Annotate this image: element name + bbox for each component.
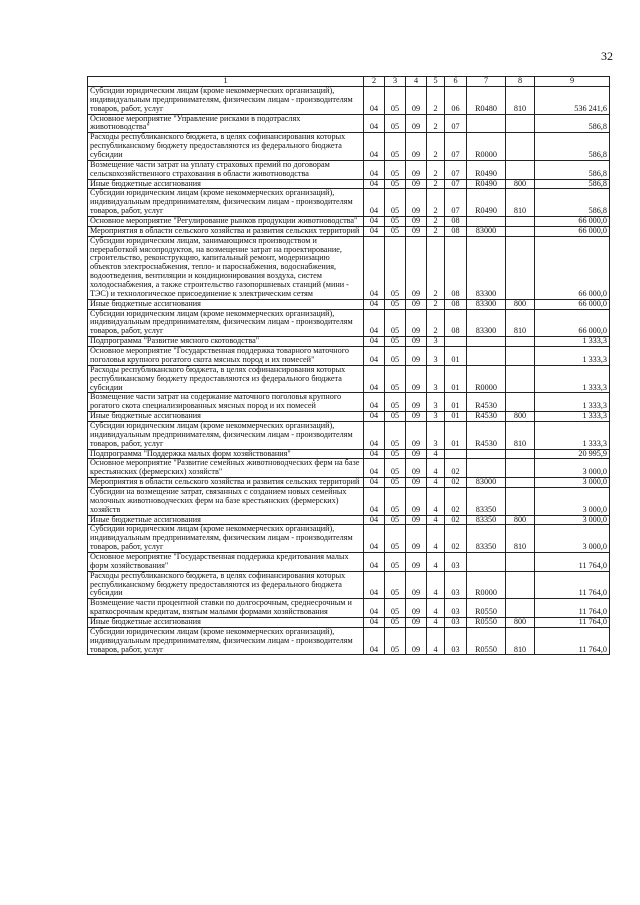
- code-event-cell: 02: [445, 515, 467, 525]
- code-subprogram-cell: 3: [427, 421, 445, 449]
- code-subsection-cell: 09: [406, 226, 427, 236]
- code-subsection-cell: 09: [406, 599, 427, 618]
- code-event-cell: 02: [445, 525, 467, 553]
- code-event-cell: 08: [445, 217, 467, 227]
- code-direction-cell: 83350: [467, 525, 506, 553]
- code-direction-cell: R0490: [467, 179, 506, 189]
- code-direction-cell: 83300: [467, 236, 506, 299]
- code-event-cell: [445, 449, 467, 459]
- code-subsection-cell: 09: [406, 552, 427, 571]
- code-subprogram-cell: 2: [427, 226, 445, 236]
- item-name-cell: Субсидии юридическим лицам (кроме некоммерческих организаций), индивидуальным предпринимателям, физическим лицам - производителям товаров, работ, услуг: [88, 421, 364, 449]
- code-expense-type-cell: [506, 449, 535, 459]
- code-subsection-cell: 09: [406, 347, 427, 366]
- code-event-cell: 03: [445, 552, 467, 571]
- table-row: [88, 87, 610, 115]
- code-direction-cell: R0480: [467, 87, 506, 115]
- code-event-cell: 02: [445, 478, 467, 488]
- code-subprogram-cell: 4: [427, 459, 445, 478]
- code-expense-type-cell: [506, 347, 535, 366]
- item-name-cell: Возмещение части процентной ставки по долгосрочным, среднесрочным и краткосрочным кредитам, взятым малыми формами хозяйствования: [88, 599, 364, 618]
- code-event-cell: 03: [445, 627, 467, 655]
- code-ministry-cell: 04: [364, 393, 385, 412]
- code-section-cell: 05: [385, 525, 406, 553]
- code-section-cell: 05: [385, 571, 406, 599]
- code-subprogram-cell: 3: [427, 393, 445, 412]
- code-direction-cell: 83350: [467, 487, 506, 515]
- code-direction-cell: [467, 217, 506, 227]
- code-ministry-cell: 04: [364, 160, 385, 179]
- code-subprogram-cell: 2: [427, 179, 445, 189]
- amount-cell: 536 241,6: [535, 87, 610, 115]
- code-subsection-cell: 09: [406, 114, 427, 133]
- amount-cell: 11 764,0: [535, 552, 610, 571]
- code-subsection-cell: 09: [406, 421, 427, 449]
- item-name-cell: Расходы республиканского бюджета, в целях софинансирования которых республиканскому бюджету предоставляются из федерального бюджета субсидии: [88, 571, 364, 599]
- amount-cell: 3 000,0: [535, 487, 610, 515]
- code-section-cell: 05: [385, 299, 406, 309]
- item-name-cell: Субсидии юридическим лицам (кроме некоммерческих организаций), индивидуальным предпринимателям, физическим лицам - производителям товаров, работ, услуг: [88, 189, 364, 217]
- code-subprogram-cell: 4: [427, 571, 445, 599]
- code-expense-type-cell: [506, 114, 535, 133]
- amount-cell: 1 333,3: [535, 393, 610, 412]
- code-direction-cell: R0490: [467, 189, 506, 217]
- code-event-cell: 01: [445, 412, 467, 422]
- code-event-cell: 02: [445, 459, 467, 478]
- table-row: [88, 617, 610, 627]
- code-section-cell: 05: [385, 478, 406, 488]
- table-row: [88, 309, 610, 337]
- code-expense-type-cell: [506, 599, 535, 618]
- code-subprogram-cell: 4: [427, 627, 445, 655]
- code-subprogram-cell: 4: [427, 599, 445, 618]
- code-subprogram-cell: 2: [427, 217, 445, 227]
- code-subprogram-cell: 2: [427, 87, 445, 115]
- item-name-cell: Основное мероприятие "Государственная поддержка товарного маточного поголовья крупного рогатого скота мясных пород и их помесей": [88, 347, 364, 366]
- code-ministry-cell: 04: [364, 347, 385, 366]
- amount-cell: 586,8: [535, 133, 610, 161]
- code-event-cell: 03: [445, 571, 467, 599]
- code-ministry-cell: 04: [364, 421, 385, 449]
- amount-cell: 1 333,3: [535, 365, 610, 393]
- column-header-5: 5: [427, 77, 445, 87]
- item-name-cell: Субсидии на возмещение затрат, связанных с созданием новых семейных молочных животноводческих ферм на базе крестьянских (фермерских) хозяйств: [88, 487, 364, 515]
- code-subprogram-cell: 4: [427, 552, 445, 571]
- table-row: [88, 478, 610, 488]
- code-section-cell: 05: [385, 114, 406, 133]
- code-subsection-cell: 09: [406, 525, 427, 553]
- table-row: [88, 627, 610, 655]
- code-section-cell: 05: [385, 449, 406, 459]
- item-name-cell: Иные бюджетные ассигнования: [88, 412, 364, 422]
- item-name-cell: Иные бюджетные ассигнования: [88, 179, 364, 189]
- code-subsection-cell: 09: [406, 179, 427, 189]
- amount-cell: 66 000,0: [535, 236, 610, 299]
- code-subsection-cell: 09: [406, 365, 427, 393]
- code-event-cell: 01: [445, 347, 467, 366]
- column-header-1: 1: [88, 77, 364, 87]
- code-subsection-cell: 09: [406, 309, 427, 337]
- code-section-cell: 05: [385, 309, 406, 337]
- code-ministry-cell: 04: [364, 226, 385, 236]
- amount-cell: 66 000,0: [535, 226, 610, 236]
- code-direction-cell: R4530: [467, 412, 506, 422]
- item-name-cell: Основное мероприятие "Развитие семейных животноводческих ферм на базе крестьянских (фермерских) хозяйств": [88, 459, 364, 478]
- code-event-cell: 07: [445, 133, 467, 161]
- code-direction-cell: R0490: [467, 160, 506, 179]
- code-direction-cell: 83000: [467, 226, 506, 236]
- table-row: [88, 393, 610, 412]
- column-header-2: 2: [364, 77, 385, 87]
- code-ministry-cell: 04: [364, 478, 385, 488]
- code-event-cell: 08: [445, 226, 467, 236]
- table-row: [88, 365, 610, 393]
- code-direction-cell: R0000: [467, 365, 506, 393]
- table-row: [88, 114, 610, 133]
- code-expense-type-cell: [506, 226, 535, 236]
- table-row: [88, 347, 610, 366]
- table-row: [88, 421, 610, 449]
- code-expense-type-cell: [506, 133, 535, 161]
- amount-cell: 586,8: [535, 179, 610, 189]
- item-name-cell: Иные бюджетные ассигнования: [88, 299, 364, 309]
- code-section-cell: 05: [385, 217, 406, 227]
- budget-table: [87, 76, 610, 655]
- code-event-cell: 02: [445, 487, 467, 515]
- item-name-cell: Основное мероприятие "Регулирование рынков продукции животноводства": [88, 217, 364, 227]
- code-ministry-cell: 04: [364, 571, 385, 599]
- code-direction-cell: [467, 347, 506, 366]
- column-header-8: 8: [506, 77, 535, 87]
- table-row: [88, 160, 610, 179]
- code-subprogram-cell: 2: [427, 160, 445, 179]
- code-section-cell: 05: [385, 515, 406, 525]
- item-name-cell: Расходы республиканского бюджета, в целях софинансирования которых республиканскому бюджету предоставляются из федерального бюджета субсидии: [88, 133, 364, 161]
- code-expense-type-cell: 810: [506, 525, 535, 553]
- code-direction-cell: R4530: [467, 393, 506, 412]
- code-ministry-cell: 04: [364, 617, 385, 627]
- table-row: [88, 571, 610, 599]
- code-subsection-cell: 09: [406, 133, 427, 161]
- item-name-cell: Субсидии юридическим лицам (кроме некоммерческих организаций), индивидуальным предпринимателям, физическим лицам - производителям товаров, работ, услуг: [88, 627, 364, 655]
- code-event-cell: 08: [445, 236, 467, 299]
- amount-cell: 66 000,0: [535, 309, 610, 337]
- code-expense-type-cell: 810: [506, 627, 535, 655]
- item-name-cell: Субсидии юридическим лицам, занимающимся производством и переработкой мясопродуктов, на возмещение затрат на проектирование, строительство, реконструкцию, капитальный ремонт, модернизацию объектов электроснабжения, тепло- и пароснабжения, водоснабжения, водоотведения, вентиляции и кондиционирования воздуха, систем холодоснабжения, а также строительство газопоршневых станций (мини - ТЭС) и технологическое присоединение к электрическим сетям: [88, 236, 364, 299]
- item-name-cell: Основное мероприятие "Государственная поддержка кредитования малых форм хозяйствования": [88, 552, 364, 571]
- code-direction-cell: R0000: [467, 571, 506, 599]
- code-subsection-cell: 09: [406, 571, 427, 599]
- code-subsection-cell: 09: [406, 236, 427, 299]
- code-section-cell: 05: [385, 393, 406, 412]
- code-expense-type-cell: [506, 160, 535, 179]
- code-subprogram-cell: 4: [427, 487, 445, 515]
- table-row: [88, 133, 610, 161]
- amount-cell: 3 000,0: [535, 459, 610, 478]
- amount-cell: 586,8: [535, 160, 610, 179]
- item-name-cell: Иные бюджетные ассигнования: [88, 617, 364, 627]
- code-section-cell: 05: [385, 236, 406, 299]
- code-expense-type-cell: [506, 217, 535, 227]
- code-subprogram-cell: 4: [427, 617, 445, 627]
- code-subprogram-cell: 4: [427, 478, 445, 488]
- table-body: [88, 87, 610, 655]
- code-subprogram-cell: 2: [427, 133, 445, 161]
- code-section-cell: 05: [385, 87, 406, 115]
- code-event-cell: 08: [445, 309, 467, 337]
- code-subsection-cell: 09: [406, 459, 427, 478]
- code-direction-cell: R0000: [467, 133, 506, 161]
- code-event-cell: 07: [445, 160, 467, 179]
- code-ministry-cell: 04: [364, 627, 385, 655]
- code-direction-cell: [467, 449, 506, 459]
- code-direction-cell: [467, 459, 506, 478]
- code-event-cell: 01: [445, 421, 467, 449]
- code-expense-type-cell: 800: [506, 299, 535, 309]
- code-expense-type-cell: 800: [506, 617, 535, 627]
- code-section-cell: 05: [385, 160, 406, 179]
- table-row: [88, 189, 610, 217]
- column-header-3: 3: [385, 77, 406, 87]
- item-name-cell: Субсидии юридическим лицам (кроме некоммерческих организаций), индивидуальным предпринимателям, физическим лицам - производителям товаров, работ, услуг: [88, 525, 364, 553]
- code-subsection-cell: 09: [406, 299, 427, 309]
- code-direction-cell: [467, 552, 506, 571]
- code-expense-type-cell: 800: [506, 515, 535, 525]
- code-direction-cell: 83350: [467, 515, 506, 525]
- code-direction-cell: R0550: [467, 599, 506, 618]
- code-subprogram-cell: 2: [427, 236, 445, 299]
- table-row: [88, 412, 610, 422]
- code-section-cell: 05: [385, 337, 406, 347]
- code-event-cell: 06: [445, 87, 467, 115]
- code-ministry-cell: 04: [364, 459, 385, 478]
- code-section-cell: 05: [385, 179, 406, 189]
- code-ministry-cell: 04: [364, 552, 385, 571]
- code-ministry-cell: 04: [364, 236, 385, 299]
- table-row: [88, 525, 610, 553]
- code-expense-type-cell: 810: [506, 309, 535, 337]
- item-name-cell: Возмещение части затрат на содержание маточного поголовья крупного рогатого скота специализированных мясных пород и их помесей: [88, 393, 364, 412]
- code-direction-cell: 83300: [467, 309, 506, 337]
- item-name-cell: Иные бюджетные ассигнования: [88, 515, 364, 525]
- code-event-cell: 08: [445, 299, 467, 309]
- code-expense-type-cell: [506, 365, 535, 393]
- code-ministry-cell: 04: [364, 299, 385, 309]
- code-ministry-cell: 04: [364, 599, 385, 618]
- amount-cell: 586,8: [535, 114, 610, 133]
- code-subsection-cell: 09: [406, 487, 427, 515]
- code-subprogram-cell: 3: [427, 365, 445, 393]
- code-expense-type-cell: 810: [506, 87, 535, 115]
- code-ministry-cell: 04: [364, 217, 385, 227]
- table-row: [88, 552, 610, 571]
- code-subprogram-cell: 4: [427, 515, 445, 525]
- code-subprogram-cell: 4: [427, 449, 445, 459]
- code-expense-type-cell: [506, 478, 535, 488]
- amount-cell: 1 333,3: [535, 412, 610, 422]
- amount-cell: 11 764,0: [535, 617, 610, 627]
- code-subprogram-cell: 4: [427, 525, 445, 553]
- amount-cell: 3 000,0: [535, 525, 610, 553]
- code-expense-type-cell: [506, 459, 535, 478]
- code-expense-type-cell: [506, 487, 535, 515]
- code-event-cell: 03: [445, 617, 467, 627]
- item-name-cell: Субсидии юридическим лицам (кроме некоммерческих организаций), индивидуальным предпринимателям, физическим лицам - производителям товаров, работ, услуг: [88, 309, 364, 337]
- code-event-cell: 01: [445, 365, 467, 393]
- code-section-cell: 05: [385, 599, 406, 618]
- code-expense-type-cell: [506, 337, 535, 347]
- code-direction-cell: 83000: [467, 478, 506, 488]
- code-event-cell: 01: [445, 393, 467, 412]
- code-ministry-cell: 04: [364, 412, 385, 422]
- code-section-cell: 05: [385, 133, 406, 161]
- code-ministry-cell: 04: [364, 189, 385, 217]
- code-subsection-cell: 09: [406, 217, 427, 227]
- code-subsection-cell: 09: [406, 412, 427, 422]
- code-subprogram-cell: 2: [427, 114, 445, 133]
- table-row: [88, 599, 610, 618]
- column-header-7: 7: [467, 77, 506, 87]
- code-subsection-cell: 09: [406, 87, 427, 115]
- code-expense-type-cell: 810: [506, 421, 535, 449]
- code-subsection-cell: 09: [406, 627, 427, 655]
- code-expense-type-cell: 810: [506, 189, 535, 217]
- code-ministry-cell: 04: [364, 365, 385, 393]
- code-subprogram-cell: 3: [427, 412, 445, 422]
- code-subsection-cell: 09: [406, 449, 427, 459]
- code-subsection-cell: 09: [406, 393, 427, 412]
- code-subprogram-cell: 2: [427, 309, 445, 337]
- code-expense-type-cell: 800: [506, 412, 535, 422]
- table-header-row: [88, 77, 610, 87]
- table-row: [88, 459, 610, 478]
- code-ministry-cell: 04: [364, 337, 385, 347]
- amount-cell: 586,8: [535, 189, 610, 217]
- code-section-cell: 05: [385, 189, 406, 217]
- code-expense-type-cell: 800: [506, 179, 535, 189]
- amount-cell: 11 764,0: [535, 599, 610, 618]
- item-name-cell: Субсидии юридическим лицам (кроме некоммерческих организаций), индивидуальным предпринимателям, физическим лицам - производителям товаров, работ, услуг: [88, 87, 364, 115]
- code-ministry-cell: 04: [364, 449, 385, 459]
- table-row: [88, 217, 610, 227]
- code-section-cell: 05: [385, 627, 406, 655]
- amount-cell: 1 333,3: [535, 337, 610, 347]
- code-ministry-cell: 04: [364, 114, 385, 133]
- column-header-9: 9: [535, 77, 610, 87]
- code-section-cell: 05: [385, 412, 406, 422]
- code-event-cell: [445, 337, 467, 347]
- code-subsection-cell: 09: [406, 617, 427, 627]
- code-ministry-cell: 04: [364, 179, 385, 189]
- code-subprogram-cell: 2: [427, 299, 445, 309]
- item-name-cell: Мероприятия в области сельского хозяйства и развития сельских территорий: [88, 226, 364, 236]
- code-subprogram-cell: 3: [427, 337, 445, 347]
- code-event-cell: 07: [445, 114, 467, 133]
- code-direction-cell: R0550: [467, 617, 506, 627]
- code-subsection-cell: 09: [406, 160, 427, 179]
- code-ministry-cell: 04: [364, 515, 385, 525]
- code-ministry-cell: 04: [364, 133, 385, 161]
- code-subsection-cell: 09: [406, 337, 427, 347]
- amount-cell: 3 000,0: [535, 515, 610, 525]
- amount-cell: 20 995,9: [535, 449, 610, 459]
- code-subsection-cell: 09: [406, 478, 427, 488]
- code-section-cell: 05: [385, 421, 406, 449]
- column-header-4: 4: [406, 77, 427, 87]
- code-expense-type-cell: [506, 552, 535, 571]
- table-row: [88, 236, 610, 299]
- code-section-cell: 05: [385, 347, 406, 366]
- table-row: [88, 299, 610, 309]
- item-name-cell: Основное мероприятие "Управление рисками в подотраслях животноводства": [88, 114, 364, 133]
- code-subsection-cell: 09: [406, 189, 427, 217]
- item-name-cell: Расходы республиканского бюджета, в целях софинансирования которых республиканскому бюджету предоставляются из федерального бюджета субсидии: [88, 365, 364, 393]
- amount-cell: 1 333,3: [535, 347, 610, 366]
- item-name-cell: Возмещение части затрат на уплату страховых премий по договорам сельскохозяйственного страхования в области животноводства: [88, 160, 364, 179]
- code-expense-type-cell: [506, 393, 535, 412]
- item-name-cell: Подпрограмма "Развитие мясного скотоводства": [88, 337, 364, 347]
- code-ministry-cell: 04: [364, 487, 385, 515]
- code-expense-type-cell: [506, 571, 535, 599]
- code-section-cell: 05: [385, 459, 406, 478]
- column-header-6: 6: [445, 77, 467, 87]
- code-section-cell: 05: [385, 487, 406, 515]
- item-name-cell: Мероприятия в области сельского хозяйства и развития сельских территорий: [88, 478, 364, 488]
- code-subprogram-cell: 2: [427, 189, 445, 217]
- code-section-cell: 05: [385, 552, 406, 571]
- code-ministry-cell: 04: [364, 525, 385, 553]
- code-direction-cell: 83300: [467, 299, 506, 309]
- amount-cell: 66 000,0: [535, 299, 610, 309]
- code-event-cell: 03: [445, 599, 467, 618]
- code-section-cell: 05: [385, 617, 406, 627]
- amount-cell: 66 000,0: [535, 217, 610, 227]
- amount-cell: 1 333,3: [535, 421, 610, 449]
- code-direction-cell: R4530: [467, 421, 506, 449]
- code-event-cell: 07: [445, 189, 467, 217]
- item-name-cell: Подпрограмма "Поддержка малых форм хозяйствования": [88, 449, 364, 459]
- table-row: [88, 226, 610, 236]
- code-ministry-cell: 04: [364, 309, 385, 337]
- code-expense-type-cell: [506, 236, 535, 299]
- code-direction-cell: [467, 337, 506, 347]
- amount-cell: 11 764,0: [535, 627, 610, 655]
- code-subprogram-cell: 3: [427, 347, 445, 366]
- table-row: [88, 487, 610, 515]
- code-section-cell: 05: [385, 226, 406, 236]
- code-direction-cell: R0550: [467, 627, 506, 655]
- amount-cell: 3 000,0: [535, 478, 610, 488]
- page-number: 32: [601, 49, 613, 63]
- code-direction-cell: [467, 114, 506, 133]
- amount-cell: 11 764,0: [535, 571, 610, 599]
- code-ministry-cell: 04: [364, 87, 385, 115]
- code-section-cell: 05: [385, 365, 406, 393]
- code-event-cell: 07: [445, 179, 467, 189]
- code-subsection-cell: 09: [406, 515, 427, 525]
